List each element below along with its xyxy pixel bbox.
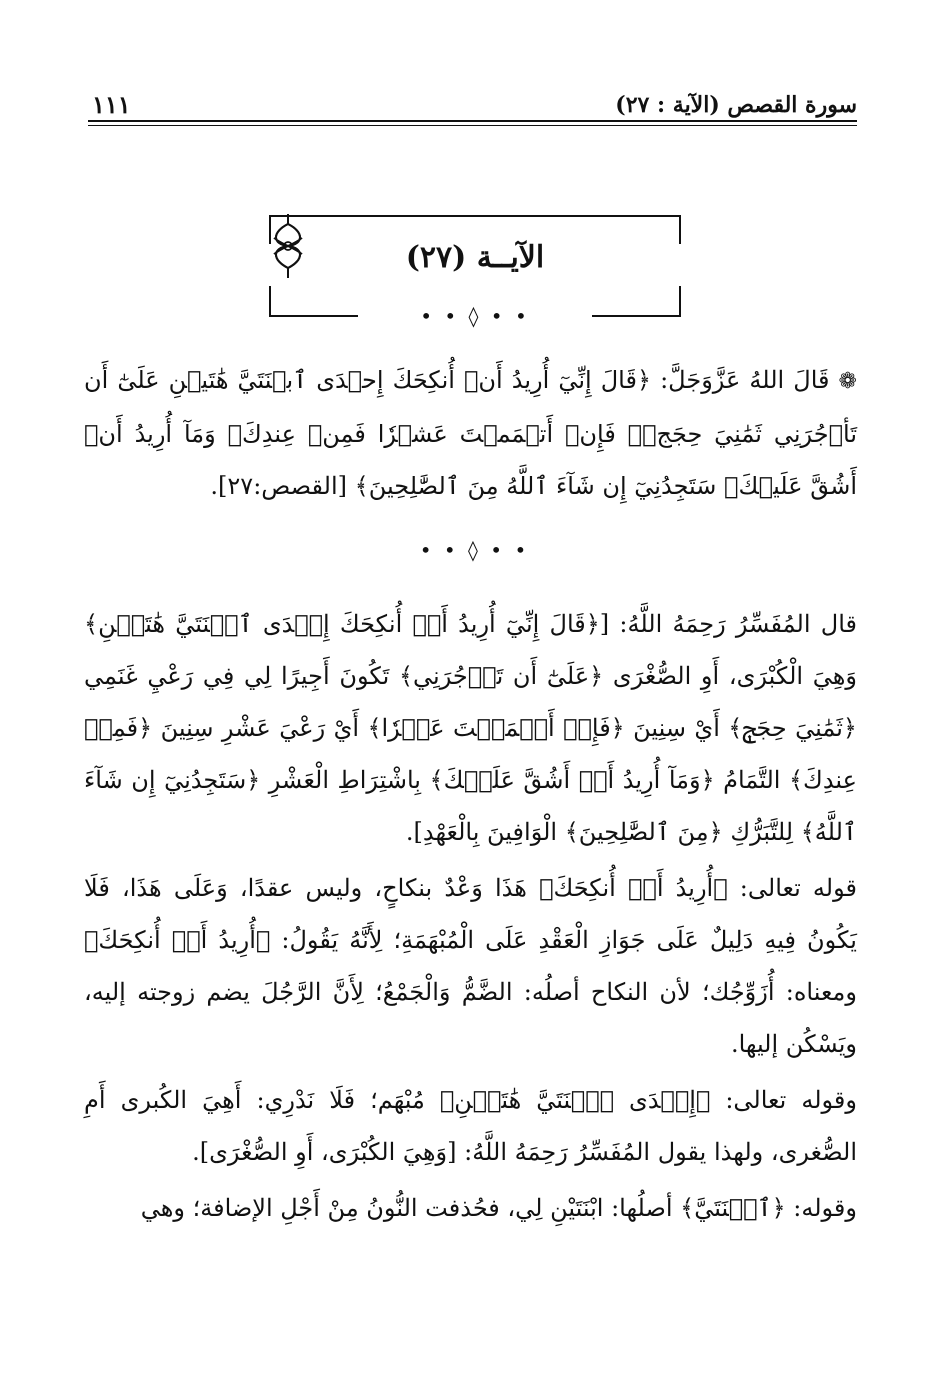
section-title: الآيــة (٢٧): [405, 240, 545, 275]
header-rule-thin: [88, 125, 857, 126]
title-ornament: • • ◊ • •: [420, 304, 530, 328]
commentary-block: [84, 598, 857, 1234]
verse-reference: [القصص:٢٧].: [210, 472, 347, 500]
commentary-paragraph: قوله تعالى: ﴿أُرِيدُ أَنۡ أُنكِحَكَ﴾ هَذَا وَعْدٌ بنكاحٍ، وليس عقدًا، وَعَلَى هَذَا، فَلَا يَكُونُ فِيهِ دَلِيلٌ عَلَى جَوَازِ الْعَقْدِ عَلَى الْمُبْهَمَةِ؛ لِأَنَّهُ يَقُولُ: ﴿أُرِيدُ أَنۡ أُنكِحَكَ﴾ ومعناه: أُزَوِّجُك؛ لأن النكاح أصلُه: الضَّمُّ وَالْجَمْعُ؛ لِأَنَّ الرَّجُلَ يضم زوجته إليه، ويَسْكُن إليها.: [84, 874, 857, 1058]
commentary-paragraph: وقوله تعالى: ﴿إِحۡدَى ٱبۡنَتَيَّ هَٰتَيۡنِ﴾ مُبْهَم؛ فَلَا نَدْرِي: أَهِيَ الكُبرى أَمِ الصُّغرى، ولهذا يقول المُفَسِّرُ رَحِمَهُ اللَّهُ: [وَهِيَ الكُبْرَى، أَوِ الصُّغْرَى].: [84, 1086, 857, 1166]
running-header: [88, 88, 857, 128]
section-separator: • • ◊ • •: [419, 538, 530, 562]
flower-icon: ❁: [838, 369, 857, 394]
header-rule: [88, 120, 857, 122]
verse-title-frame: [268, 214, 682, 328]
commentary-paragraph: قال المُفَسِّرُ رَحِمَهُ اللَّهُ: [﴿قَالَ إِنِّيٓ أُرِيدُ أَنۡ أُنكِحَكَ إِحۡدَى ٱبۡنَتَيَّ هَٰتَيۡنِ﴾ وَهِيَ الْكُبْرَى، أَوِ الصُّغْرَى ﴿عَلَىٰٓ أَن تَأۡجُرَنِي﴾ تَكُونَ أَجِيرًا لِي فِي رَعْيِ غَنَمِي ﴿ثَمَٰنِيَ حِجَجٖ﴾ أَيْ سِنِينَ ﴿فَإِنۡ أَتۡمَمۡتَ عَشۡرٗا﴾ أَيْ رَعْيَ عَشْرِ سِنِينَ ﴿فَمِنۡ عِندِكَ﴾ التَّمَامُ ﴿وَمَآ أُرِيدُ أَنۡ أَشُقَّ عَلَيۡكَ﴾ بِاشْتِرَاطِ الْعَشْرِ ﴿سَتَجِدُنِيٓ إِن شَآءَ ٱللَّهُ﴾ لِلتَّبَرُّكِ ﴿مِنَ ٱلصَّٰلِحِينَ﴾ الْوَافِينَ بِالْعَهْدِ].: [84, 610, 857, 846]
verse-block: [84, 354, 857, 512]
verse-text: ﴿قَالَ إِنِّيٓ أُرِيدُ أَنۡ أُنكِحَكَ إِحۡدَى ٱبۡنَتَيَّ هَٰتَيۡنِ عَلَىٰٓ أَن تَأۡجُرَنِي ثَمَٰنِيَ حِجَجٖۖ فَإِنۡ أَتۡمَمۡتَ عَشۡرٗا فَمِنۡ عِندِكَۖ وَمَآ أُرِيدُ أَنۡ أَشُقَّ عَلَيۡكَۚ سَتَجِدُنِيٓ إِن شَآءَ ٱللَّهُ مِنَ ٱلصَّٰلِحِينَ﴾: [84, 366, 857, 500]
verse-intro: قَالَ اللهُ عَزَّوَجَلَّ:: [660, 366, 830, 394]
commentary-paragraph: وقوله: ﴿ٱبۡنَتَيَّ﴾ أصلُها: ابْنَتَيْنِ لِي، فحُذفت النُّونُ مِنْ أَجْلِ الإضافة؛ وهي: [140, 1194, 857, 1222]
page-number: ١١١: [92, 90, 131, 119]
header-title: سورة القصص (الآية : ٢٧): [615, 92, 857, 118]
